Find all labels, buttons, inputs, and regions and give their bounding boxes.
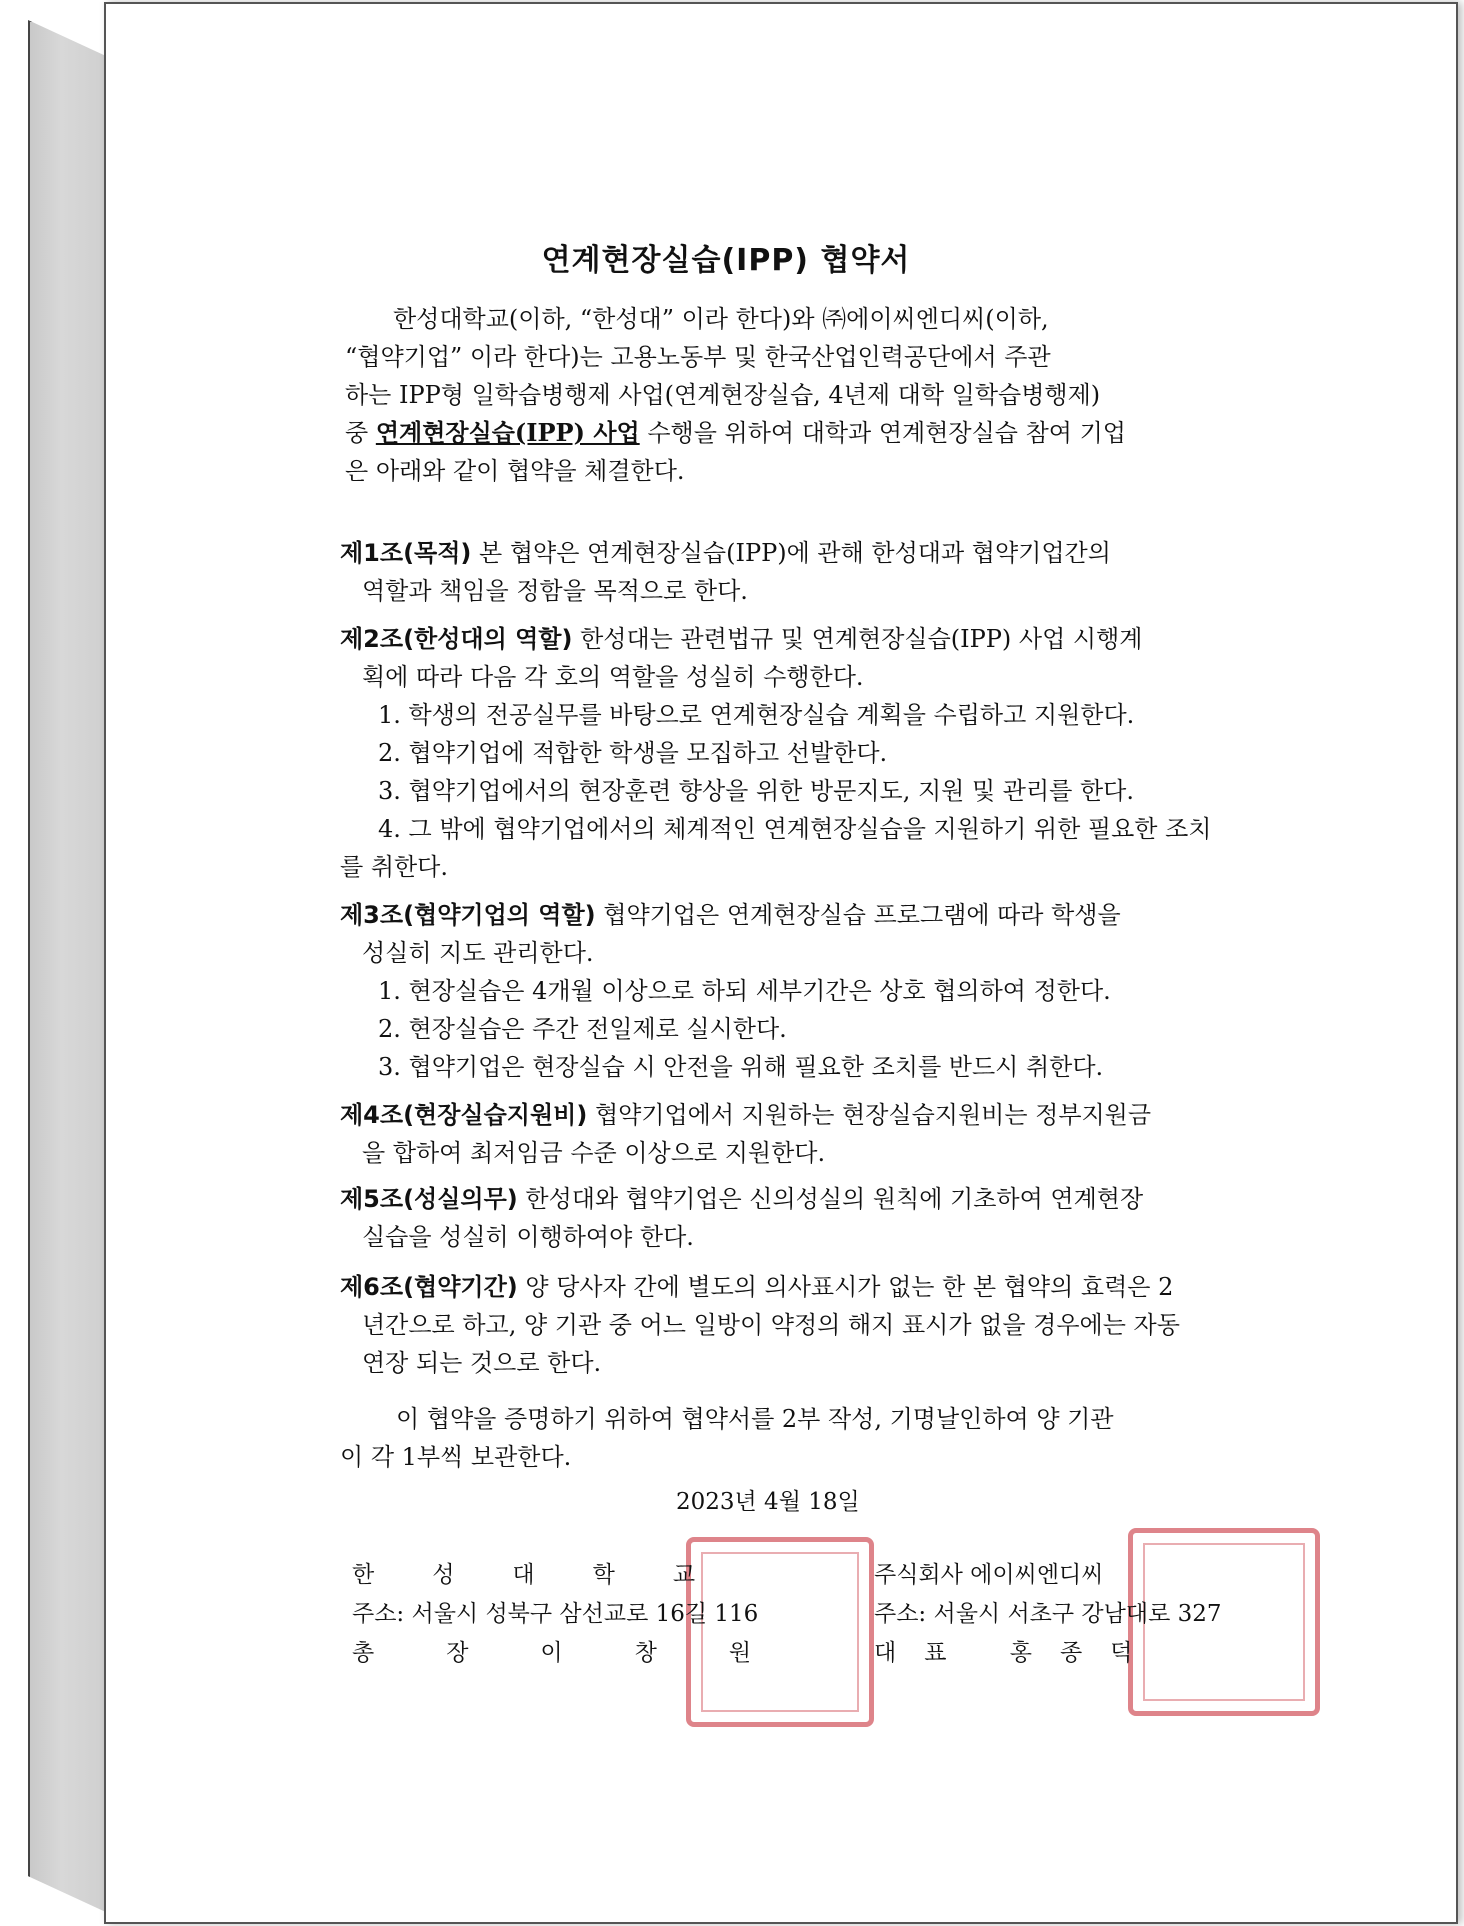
- intro-line-4-end: 수행을 위하여 대학과 연계현장실습 참여 기업: [647, 419, 1126, 447]
- article-6-heading: 제6조(협약기간): [340, 1273, 518, 1301]
- article-3-item-2: 2. 현장실습은 주간 전일제로 실시한다.: [378, 1015, 787, 1043]
- closing-line-2: 이 각 1부씩 보관한다.: [340, 1443, 572, 1471]
- article-6-text-1: 양 당사자 간에 별도의 의사표시가 없는 한 본 협약의 효력은 2: [525, 1273, 1174, 1301]
- article-5: [340, 1180, 1230, 1256]
- article-5-line-2: 실습을 성실히 이행하여야 한다.: [362, 1223, 694, 1251]
- intro-line-2: “협약기업” 이라 한다)는 고용노동부 및 한국산업인력공단에서 주관: [345, 343, 1051, 371]
- document-spine: [28, 20, 110, 1914]
- article-3-item-1: 1. 현장실습은 4개월 이상으로 하되 세부기간은 상호 협의하여 정한다.: [378, 977, 1111, 1005]
- party-right-name: 주식회사 에이씨엔디씨: [874, 1562, 1104, 1588]
- article-5-heading: 제5조(성실의무): [340, 1185, 518, 1213]
- intro-line-4-start: 중: [345, 419, 369, 447]
- article-1-line-1: [340, 534, 1230, 572]
- intro-line-3: 하는 IPP형 일학습병행제 사업(연계현장실습, 4년제 대학 일학습병행제): [345, 381, 1101, 409]
- article-2-line-2: 획에 따라 다음 각 호의 역할을 성실히 수행한다.: [362, 663, 864, 691]
- intro-line-4: [345, 414, 1225, 452]
- party-right-representative: 대표 홍종덕: [874, 1640, 1161, 1666]
- article-1-text-1: 본 협약은 연계현장실습(IPP)에 관해 한성대과 협약기업간의: [479, 539, 1111, 567]
- article-1-heading: 제1조(목적): [340, 539, 472, 567]
- article-2-item-1: 1. 학생의 전공실무를 바탕으로 연계현장실습 계획을 수립하고 지원한다.: [378, 701, 1135, 729]
- article-4-text-1: 협약기업에서 지원하는 현장실습지원비는 정부지원금: [594, 1101, 1152, 1129]
- intro-line-5: 은 아래와 같이 협약을 체결한다.: [345, 457, 685, 485]
- intro-paragraph: [345, 300, 1225, 490]
- article-2-heading: 제2조(한성대의 역할): [340, 625, 573, 653]
- article-3-line-2: 성실히 지도 관리한다.: [362, 939, 594, 967]
- document-title: 연계현장실습(IPP) 협약서: [541, 243, 911, 278]
- article-4-heading: 제4조(현장실습지원비): [340, 1101, 588, 1129]
- article-1-line-2: 역할과 책임을 정함을 목적으로 한다.: [362, 577, 748, 605]
- article-6: [340, 1268, 1230, 1382]
- article-6-line-3: 연장 되는 것으로 한다.: [362, 1349, 602, 1377]
- article-2-line-1: [340, 620, 1230, 658]
- article-2-item-2: 2. 협약기업에 적합한 학생을 모집하고 선발한다.: [378, 739, 888, 767]
- article-3-heading: 제3조(협약기업의 역할): [340, 901, 596, 929]
- article-2-item-3: 3. 협약기업에서의 현장훈련 향상을 위한 방문지도, 지원 및 관리를 한다.: [378, 777, 1134, 805]
- party-right-address: 주소: 서울시 서초구 강남대로 327: [874, 1601, 1222, 1627]
- party-left-representative: 총장이창원: [352, 1640, 824, 1666]
- intro-line-1: 한성대학교(이하, “한성대” 이라 한다)와 ㈜에이씨엔디씨(이하,: [393, 305, 1049, 333]
- closing-paragraph: [340, 1400, 1230, 1476]
- article-4-line-1: [340, 1096, 1230, 1134]
- article-3: [340, 896, 1230, 1086]
- article-6-line-1: [340, 1268, 1230, 1306]
- article-6-line-2: 년간으로 하고, 양 기관 중 어느 일방이 약정의 해지 표시가 없을 경우에는 자동: [362, 1311, 1180, 1339]
- intro-underlined-program: 연계현장실습(IPP) 사업: [375, 418, 640, 447]
- article-4-line-2: 을 합하여 최저임금 수준 이상으로 지원한다.: [362, 1139, 826, 1167]
- article-5-line-1: [340, 1180, 1230, 1218]
- party-left-address: 주소: 서울시 성북구 삼선교로 16길 116: [352, 1601, 759, 1627]
- article-3-item-3: 3. 협약기업은 현장실습 시 안전을 위해 필요한 조치를 반드시 취한다.: [378, 1053, 1104, 1081]
- article-3-line-1: [340, 896, 1230, 934]
- agreement-date: 2023년 4월 18일: [676, 1489, 860, 1515]
- article-2: [340, 620, 1230, 886]
- article-1: [340, 534, 1230, 610]
- article-2-item-4: 4. 그 밖에 협약기업에서의 체계적인 연계현장실습을 지원하기 위한 필요한 조치: [378, 815, 1212, 843]
- article-4: [340, 1096, 1230, 1172]
- party-left-name: 한성대학교: [352, 1562, 754, 1588]
- closing-line-1: 이 협약을 증명하기 위하여 협약서를 2부 작성, 기명날인하여 양 기관: [396, 1405, 1114, 1433]
- article-2-text-1: 한성대는 관련법규 및 연계현장실습(IPP) 사업 시행계: [580, 625, 1143, 653]
- article-3-text-1: 협약기업은 연계현장실습 프로그램에 따라 학생을: [603, 901, 1121, 929]
- article-5-text-1: 한성대와 협약기업은 신의성실의 원칙에 기초하여 연계현장: [525, 1185, 1144, 1213]
- article-2-item-4-cont: 를 취한다.: [340, 853, 448, 881]
